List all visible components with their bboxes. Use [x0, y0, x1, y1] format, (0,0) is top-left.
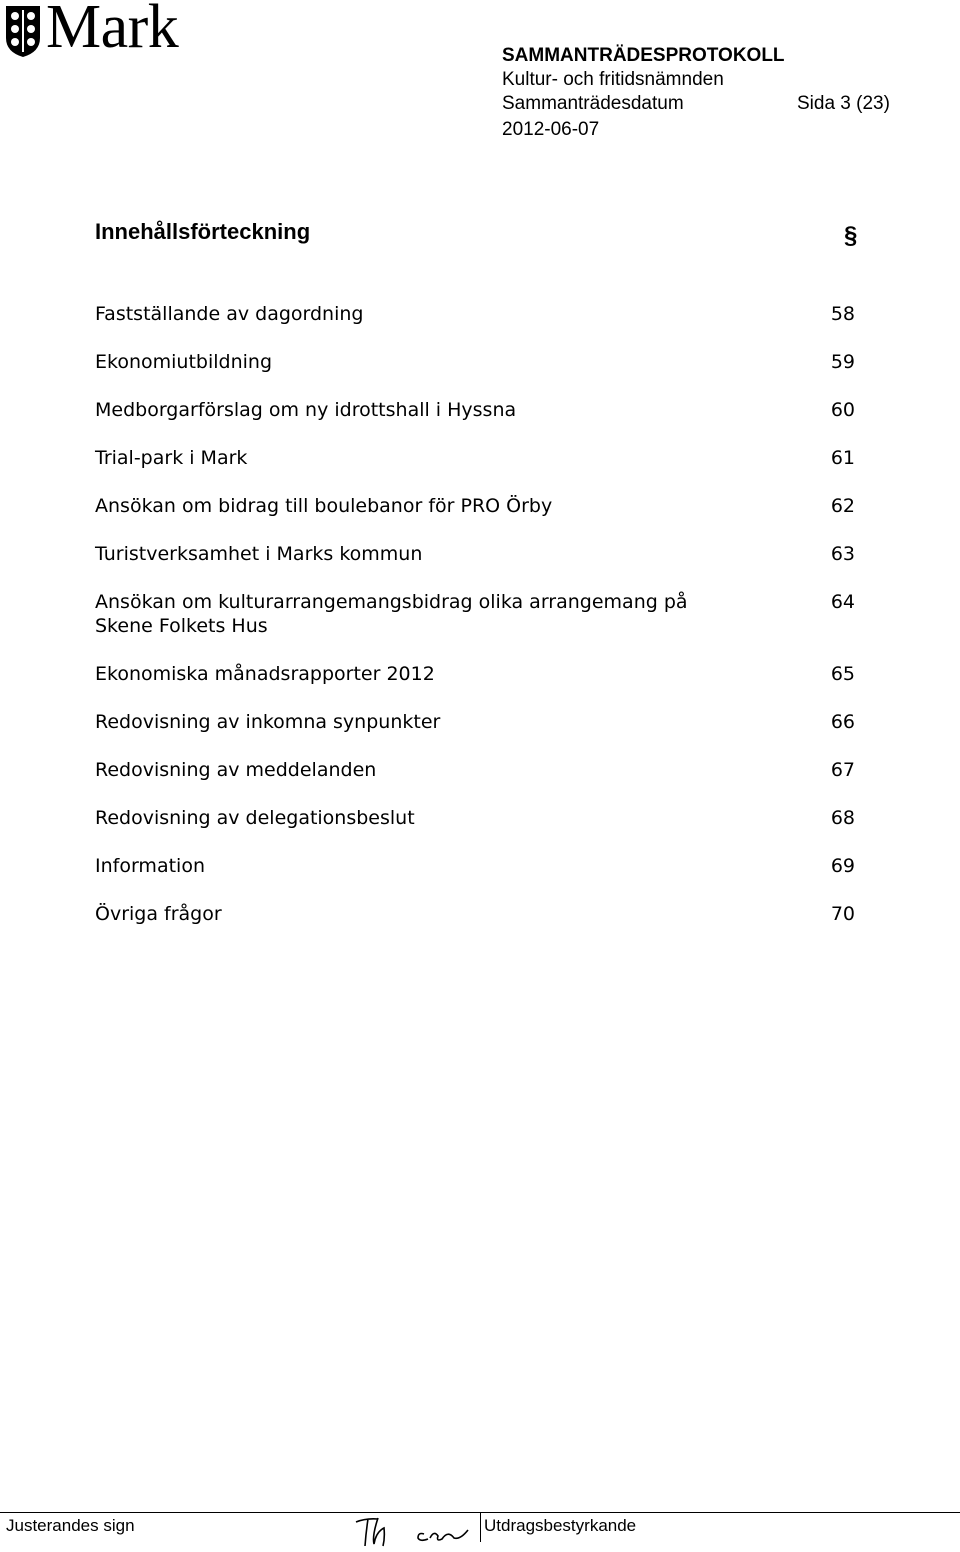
- toc-item: [95, 446, 855, 470]
- toc-item-number: 64: [830, 591, 855, 613]
- footer-vertical-divider: [480, 1512, 481, 1542]
- toc-item-title: Ekonomiska månadsrapporter 2012: [95, 663, 435, 685]
- meeting-date-label: Sammanträdesdatum: [502, 93, 684, 114]
- toc-item-title: Ansökan om bidrag till boulebanor för PRO Örby: [95, 495, 553, 517]
- toc-item-title: Trial-park i Mark: [95, 447, 248, 469]
- municipality-crest-icon: [4, 4, 42, 58]
- toc-item: [95, 806, 855, 830]
- committee-name: Kultur- och fritidsnämnden: [502, 69, 724, 90]
- meeting-date: 2012-06-07: [502, 119, 600, 140]
- toc-item-number: 61: [830, 447, 855, 469]
- toc-item-title: Övriga frågor: [95, 903, 222, 925]
- toc-item-number: 68: [830, 807, 855, 829]
- toc-item-number: 62: [830, 495, 855, 517]
- toc-item: [95, 902, 855, 926]
- toc-item-title: Redovisning av meddelanden: [95, 759, 377, 781]
- toc-item: [95, 590, 855, 638]
- toc-item-title: Redovisning av delegationsbeslut: [95, 807, 415, 829]
- toc-heading: Innehållsförteckning: [95, 219, 311, 244]
- toc-item-title: Turistverksamhet i Marks kommun: [95, 543, 423, 565]
- toc-item-number: 63: [830, 543, 855, 565]
- toc-item-number: 69: [830, 855, 855, 877]
- toc-item-title: Medborgarförslag om ny idrottshall i Hyssna: [95, 399, 517, 421]
- toc-item: [95, 542, 855, 566]
- toc-item: [95, 398, 855, 422]
- toc-item-number: 59: [830, 351, 855, 373]
- logo-wordmark: Mark: [46, 0, 179, 61]
- toc-item-title: Ekonomiutbildning: [95, 351, 273, 373]
- toc-item-title: Redovisning av inkomna synpunkter: [95, 711, 441, 733]
- toc-item-title: Ansökan om kulturarrangemangsbidrag olika arrangemang på Skene Folkets Hus: [95, 591, 688, 637]
- toc-item: [95, 758, 855, 782]
- toc-item-title: Information: [95, 855, 205, 877]
- toc-list: [95, 302, 855, 950]
- protocol-title: SAMMANTRÄDESPROTOKOLL: [502, 45, 785, 66]
- toc-item-number: 70: [830, 903, 855, 925]
- page-indicator: Sida 3 (23): [797, 93, 890, 114]
- toc-item-number: 60: [830, 399, 855, 421]
- toc-item-number: 65: [830, 663, 855, 685]
- toc-item: [95, 350, 855, 374]
- toc-item: [95, 854, 855, 878]
- handwritten-signatures-icon: [352, 1512, 482, 1552]
- toc-item-title: Fastställande av dagordning: [95, 303, 364, 325]
- toc-item: [95, 302, 855, 326]
- footer-justerandes-sign: Justerandes sign: [6, 1516, 135, 1535]
- footer-utdragsbestyrkande: Utdragsbestyrkande: [484, 1516, 637, 1535]
- toc-item: [95, 710, 855, 734]
- toc-item-number: 66: [830, 711, 855, 733]
- toc-item: [95, 662, 855, 686]
- toc-item-number: 58: [830, 303, 855, 325]
- toc-item: [95, 494, 855, 518]
- toc-item-number: 67: [830, 759, 855, 781]
- section-symbol: §: [844, 222, 858, 249]
